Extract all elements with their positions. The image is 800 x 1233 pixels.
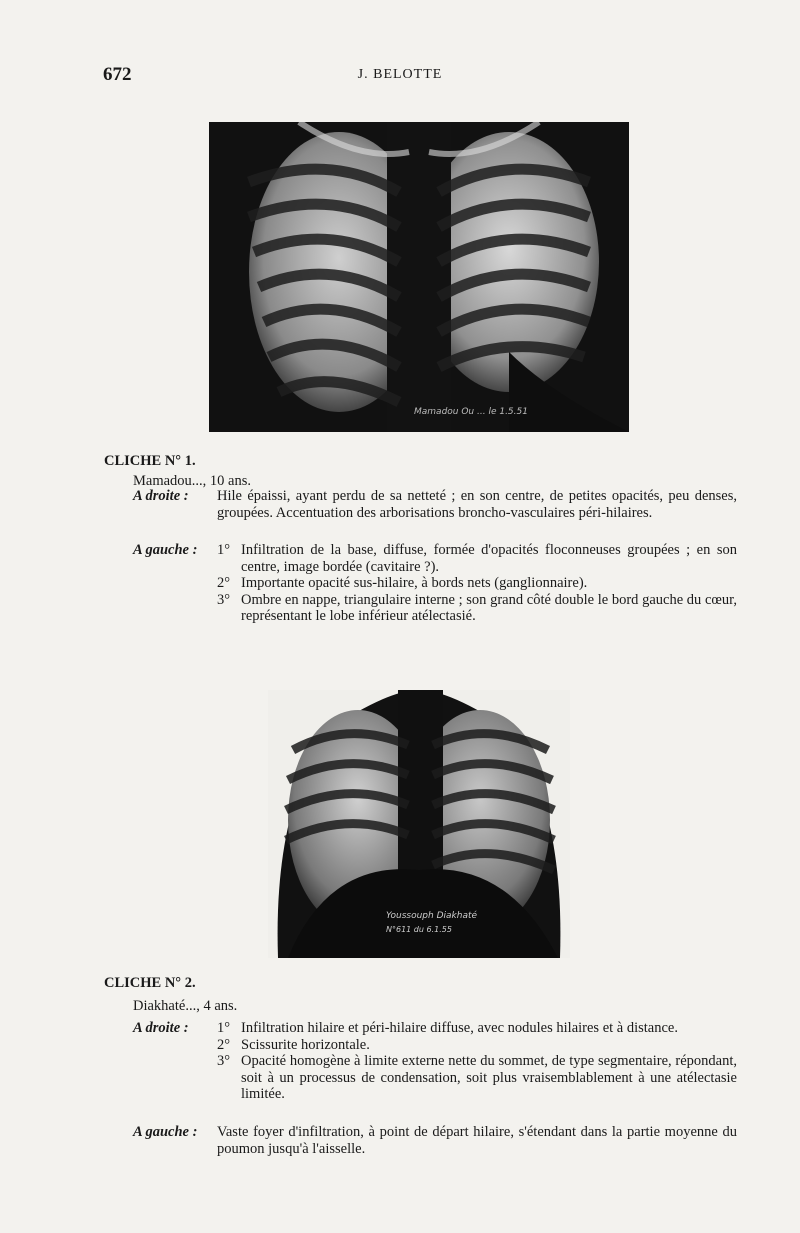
- page-number: 672: [103, 64, 132, 85]
- cliche-2-droite: [133, 1020, 738, 1120]
- item-number: 1°: [217, 542, 231, 558]
- list-item: [217, 592, 737, 625]
- item-number: 3°: [217, 591, 231, 608]
- list-item: [217, 575, 737, 592]
- item-text: Ombre en nappe, triangulaire interne ; son grand côté double le bord gauche du cœur, représentant le lobe inférieur atélectasié.: [241, 591, 737, 625]
- item-number: 3°: [217, 1053, 231, 1070]
- cliche-1-gauche: [133, 542, 738, 632]
- item-number: 1°: [217, 1020, 231, 1036]
- cliche-1-patient: Mamadou..., 10 ans.: [133, 473, 251, 489]
- cliche-2-patient: Diakhaté..., 4 ans.: [133, 998, 238, 1014]
- cliche-1-droite-label: A droite :: [133, 488, 189, 504]
- cliche-2-droite-label: A droite :: [133, 1020, 189, 1036]
- item-number: 2°: [217, 1036, 231, 1053]
- cliche-2-droite-list: [217, 1020, 737, 1103]
- cliche-1-gauche-label: A gauche :: [133, 542, 198, 558]
- cliche-1-title: CLICHE N° 1.: [104, 453, 196, 469]
- cliche-2-title: CLICHE N° 2.: [104, 975, 196, 991]
- item-text: Infiltration de la base, diffuse, formée d'opacités floconneuses groupées ; en son centre, image bordée (cavitaire ?).: [241, 542, 737, 575]
- cliche-2-gauche-text: Vaste foyer d'infiltration, à point de départ hilaire, s'étendant dans la partie moyenne du poumon jusqu'à l'aisselle.: [217, 1124, 737, 1157]
- list-item: [217, 1053, 737, 1103]
- xray-2-annotation-name: Youssouph Diakhaté: [386, 911, 478, 921]
- cliche-1-droite: [133, 488, 738, 538]
- cliche-2-gauche-label: A gauche :: [133, 1124, 198, 1140]
- cliche-2-gauche: [133, 1124, 738, 1164]
- chest-xray-image-2: [268, 690, 570, 958]
- item-text: Infiltration hilaire et péri-hilaire diffuse, avec nodules hilaires et à distance.: [241, 1020, 678, 1036]
- xray-1-annotation: Mamadou Ou ... le 1.5.51: [414, 407, 528, 417]
- item-text: Opacité homogène à limite externe nette du sommet, de type segmentaire, répondant, soit à un processus de condensation, soit plus vraisemblablement à une atélectasie limitée.: [241, 1053, 737, 1103]
- item-text: Importante opacité sus-hilaire, à bords nets (ganglionnaire).: [241, 575, 588, 592]
- list-item: [217, 542, 737, 575]
- running-head: J. BELOTTE: [357, 67, 443, 82]
- list-item: [217, 1037, 737, 1054]
- chest-xray-image-1: [209, 122, 629, 432]
- cliche-1-droite-text: Hile épaissi, ayant perdu de sa netteté ; en son centre, de petites opacités, peu denses, groupées. Accentuation des arborisations broncho-vasculaires péri-hilaires.: [217, 488, 737, 521]
- list-item: [217, 1020, 737, 1037]
- cliche-1-gauche-list: [217, 542, 737, 625]
- item-number: 2°: [217, 575, 231, 592]
- item-text: Scissurite horizontale.: [241, 1036, 370, 1053]
- xray-2-annotation-number: N°611 du 6.1.55: [386, 925, 452, 934]
